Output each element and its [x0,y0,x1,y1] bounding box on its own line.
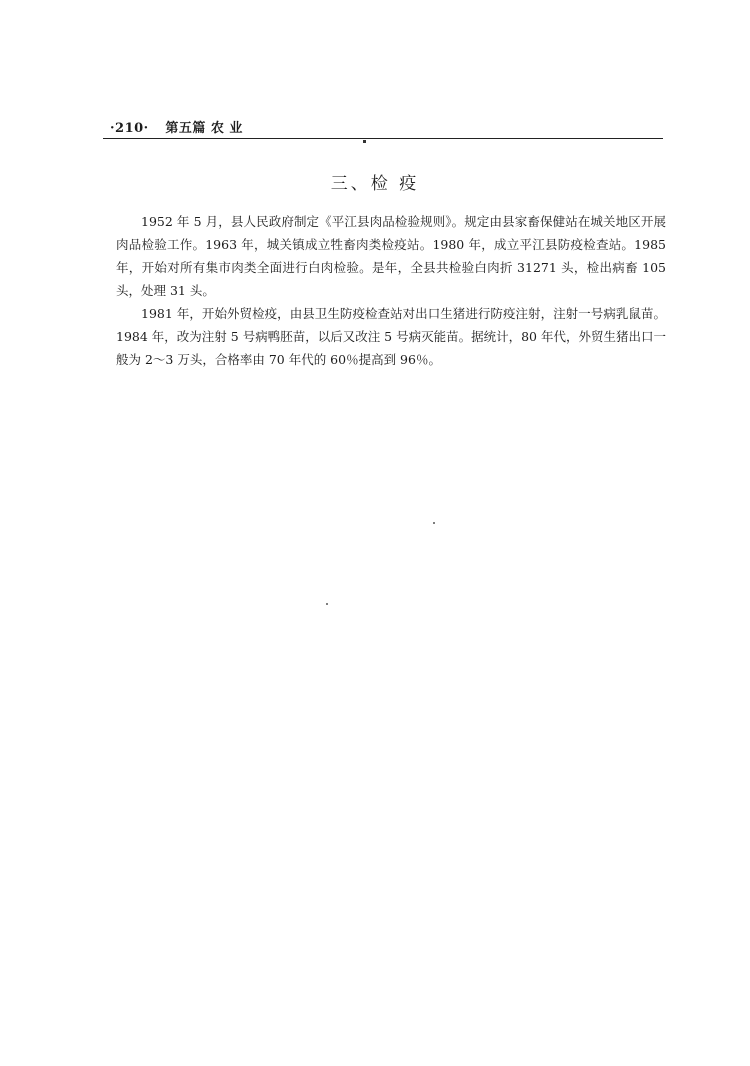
chapter-title: 第五篇 农 业 [165,121,243,136]
paragraph-export-quarantine: 1981 年，开始外贸检疫，由县卫生防疫检查站对出口生猪进行防疫注射，注射一号病乳鼠苗。1984 年，改为注射 5 号病鸭胚苗，以后又改注 5 号病灭能苗。据统计，80 年代，外贸生猪出口一般为 2～3 万头，合格率由 70 年代的 60％提高到 96％。 [116,306,666,367]
print-mark [363,140,366,143]
scan-speck [326,603,328,605]
body-text [116,210,666,371]
paragraph-meat-inspection: 1952 年 5 月，县人民政府制定《平江县肉品检验规则》。规定由县家畜保健站在城关地区开展肉品检验工作。1963 年，城关镇成立牲畜肉类检疫站。1980 年，成立平江县防疫检查站。1985 年，开始对所有集市肉类全面进行白肉检验。是年，全县共检验白肉折 31271 头，检出病畜 105 头，处理 31 头。 [116,214,666,298]
running-header [110,118,663,140]
section-title: 三、检 疫 [330,174,420,194]
header-divider [103,138,663,139]
page-number: ·210· [110,121,149,136]
scan-speck [433,522,435,524]
